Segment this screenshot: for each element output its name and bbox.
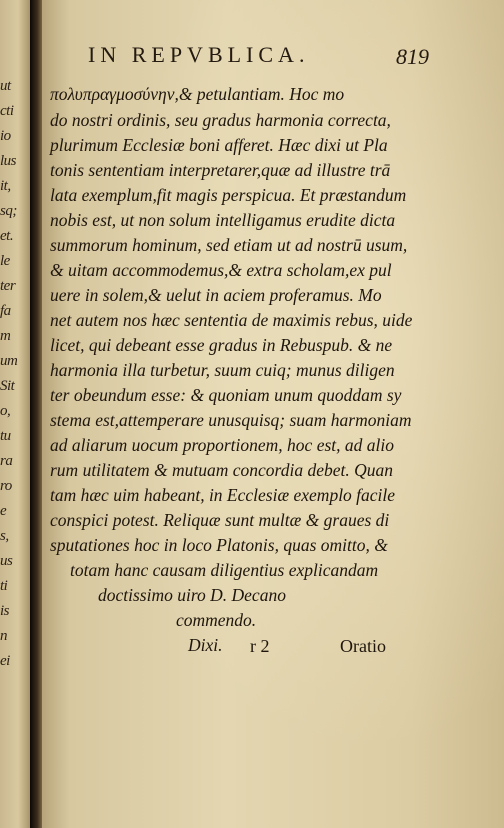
facing-page-fragment: it,: [0, 178, 11, 194]
facing-page-fragment: o,: [0, 403, 11, 419]
text-line: ad aliarum uocum proportionem, hoc est, ad alio: [50, 435, 394, 455]
facing-page-fragment: e: [0, 503, 7, 519]
book-gutter: [30, 0, 42, 828]
facing-page-fragment: us: [0, 553, 13, 569]
facing-page-fragment: le: [0, 253, 10, 269]
text-line: do nostri ordinis, seu gradus harmonia correcta,: [50, 110, 391, 130]
text-line: uere in solem,& uelut in aciem proferamus. Mo: [50, 285, 382, 305]
facing-page-fragment: ei: [0, 653, 10, 669]
text-line: tam hæc uim habeant, in Ecclesiæ exemplo facile: [50, 485, 396, 505]
text-line: nobis est, ut non solum intelligamus erudite dicta: [50, 210, 396, 230]
facing-page-fragment: s,: [0, 528, 9, 544]
text-line: summorum hominum, sed etiam ut ad nostrū usum,: [50, 235, 408, 255]
text-line: rum utilitatem & mutuam concordia debet. Quan: [50, 460, 393, 480]
text-line: Dixi.: [188, 635, 223, 655]
text-line: ter obeundum esse: & quoniam unum quoddam sy: [50, 385, 402, 405]
facing-page-fragment: um: [0, 353, 18, 369]
facing-page-fragment: m: [0, 328, 11, 344]
text-line: totam hanc causam diligentius explicandam: [70, 560, 379, 580]
facing-page-fragment: sq;: [0, 203, 17, 219]
facing-page-fragment: ti: [0, 578, 8, 594]
facing-page-fragment: tu: [0, 428, 11, 444]
page: [42, 0, 504, 828]
text-line: conspici potest. Reliquæ sunt multæ & graues di: [50, 510, 390, 530]
text-line: licet, qui debeant esse gradus in Rebuspub. & ne: [50, 335, 393, 355]
facing-page-fragment: n: [0, 628, 7, 644]
facing-page-fragment: is: [0, 603, 10, 619]
text-line: stema est,attemperare unusquisq; suam harmoniam: [50, 410, 412, 430]
text-line: & uitam accommodemus,& extra scholam,ex pul: [50, 260, 392, 280]
facing-page-fragment: fa: [0, 303, 11, 319]
running-header: IN REPVBLICA.: [88, 42, 310, 67]
text-line: net autem nos hæc sententia de maximis rebus, uide: [50, 310, 413, 330]
facing-page-fragment: et.: [0, 228, 14, 244]
facing-page-fragment: ut: [0, 78, 11, 94]
facing-page-fragment: ro: [0, 478, 12, 494]
facing-page-fragment: io: [0, 128, 11, 144]
facing-page-edge: [0, 0, 30, 828]
text-line: plurimum Ecclesiæ boni afferet. Hæc dixi ut Pla: [50, 135, 388, 155]
text-line: tonis sententiam interpretarer,quæ ad illustre trā: [50, 160, 391, 180]
text-line: harmonia illa turbetur, suum cuiq; munus diligen: [50, 360, 395, 380]
text-line: sputationes hoc in loco Platonis, quas omitto, &: [50, 535, 388, 555]
text-line: commendo.: [176, 610, 257, 630]
signature-mark: r 2: [250, 636, 270, 656]
facing-page-fragment: ter: [0, 278, 16, 294]
facing-page-fragment: cti: [0, 103, 14, 119]
page-number: 819: [396, 44, 429, 69]
facing-page-fragment: Sit: [0, 378, 15, 394]
text-line: πολυπραγμοσύνην,& petulantiam. Hoc mo: [50, 84, 345, 104]
catchword: Oratio: [340, 636, 386, 656]
text-line: lata exemplum,fit magis perspicua. Et præstandum: [50, 185, 407, 205]
text-line: doctissimo uiro D. Decano: [98, 585, 286, 605]
facing-page-fragment: ra: [0, 453, 13, 469]
facing-page-fragment: lus: [0, 153, 17, 169]
